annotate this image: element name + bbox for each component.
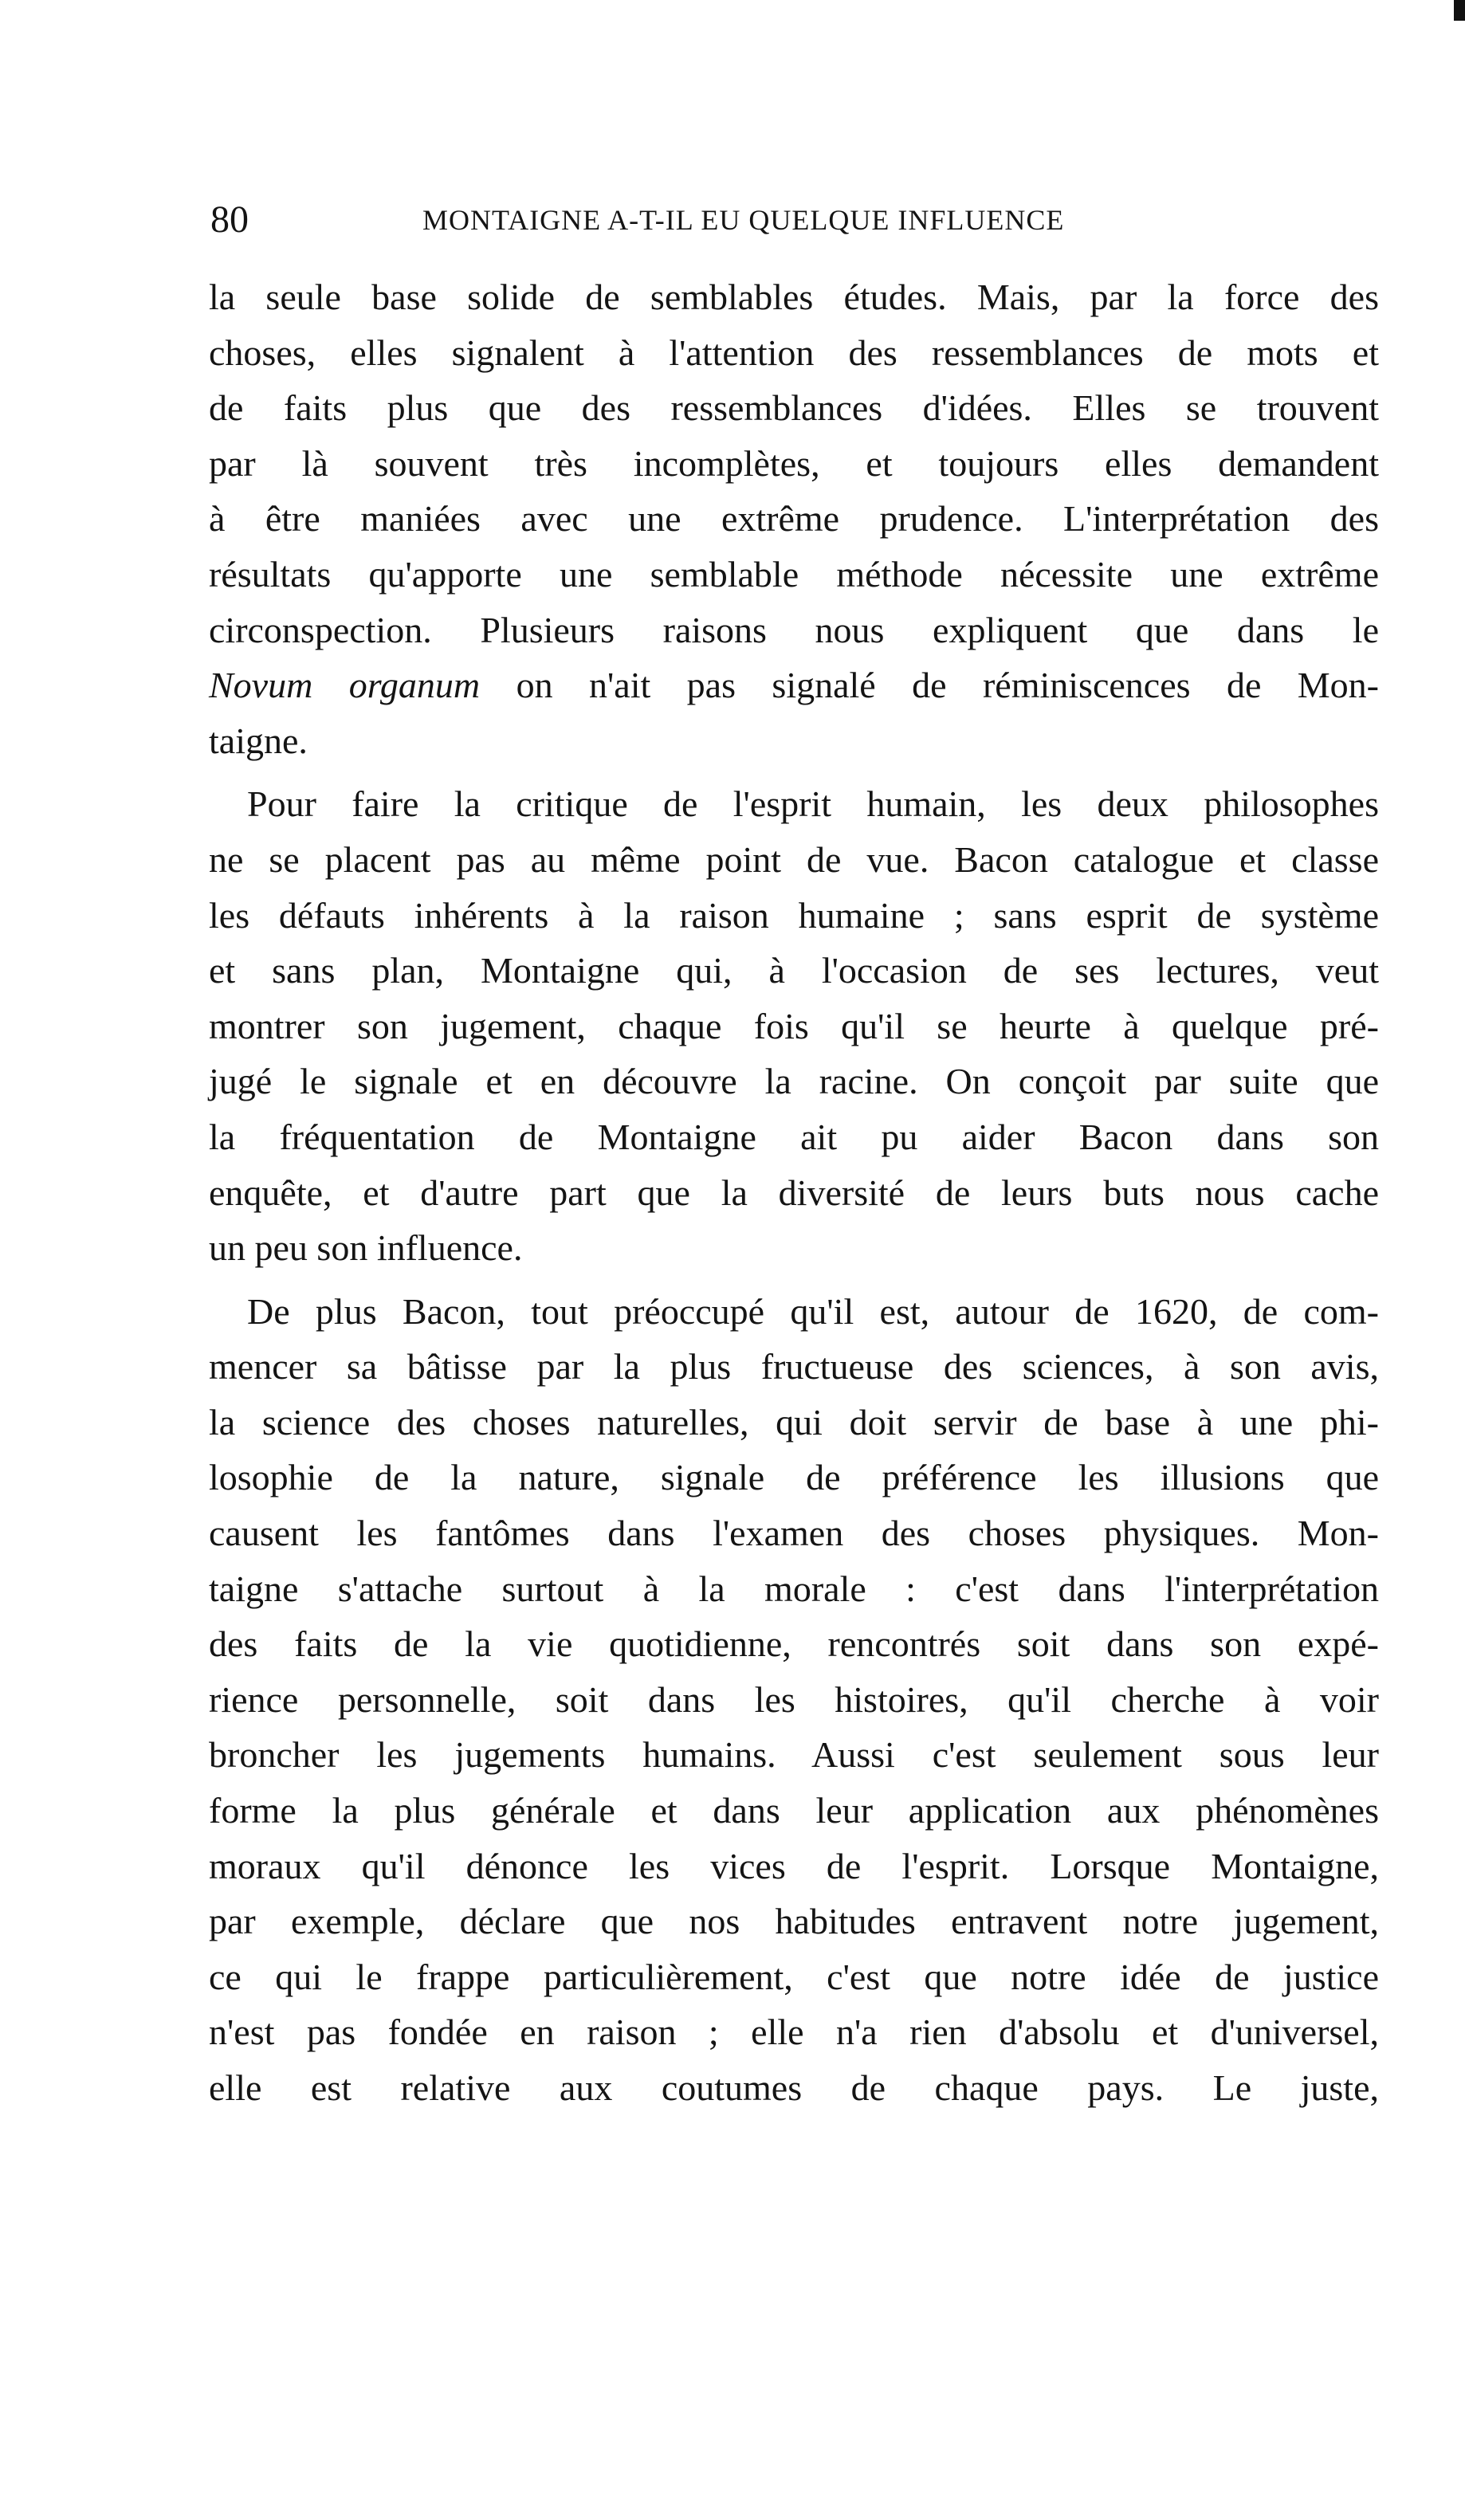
- text-line: à être maniées avec une extrême prudence. L'interprétation des: [209, 498, 1379, 540]
- text-line: résultats qu'apporte une semblable méthode nécessite une extrême: [209, 553, 1379, 595]
- text-line: De plus Bacon, tout préoccupé qu'il est, autour de 1620, de com-: [247, 1290, 1379, 1332]
- text-line: la science des choses naturelles, qui doit servir de base à une phi-: [209, 1401, 1379, 1443]
- scan-edge-mark: [1454, 0, 1465, 21]
- text-line: ne se placent pas au même point de vue. Bacon catalogue et classe: [209, 838, 1379, 880]
- text-line: rience personnelle, soit dans les histoires, qu'il cherche à voir: [209, 1678, 1379, 1720]
- running-header: [209, 194, 1379, 245]
- book-page: [209, 194, 1379, 2124]
- text-line: choses, elles signalent à l'attention des ressemblances de mots et: [209, 332, 1379, 373]
- paragraph-2: [209, 776, 1379, 1275]
- text-line: la fréquentation de Montaigne ait pu aider Bacon dans son: [209, 1116, 1379, 1157]
- page-number: 80: [210, 198, 249, 241]
- text-line: un peu son influence.: [209, 1227, 523, 1269]
- text-line: circonspection. Plusieurs raisons nous expliquent que dans le: [209, 609, 1379, 650]
- paragraph-3: [209, 1284, 1379, 2116]
- text-line: taigne s'attache surtout à la morale : c'est dans l'interprétation: [209, 1568, 1379, 1609]
- text-line: moraux qu'il dénonce les vices de l'esprit. Lorsque Montaigne,: [209, 1845, 1379, 1886]
- text-line: elle est relative aux coutumes de chaque pays. Le juste,: [209, 2067, 1379, 2108]
- text-line: de faits plus que des ressemblances d'idées. Elles se trouvent: [209, 387, 1379, 429]
- text-line: enquête, et d'autre part que la diversité de leurs buts nous cache: [209, 1172, 1379, 1213]
- running-title: MONTAIGNE A-T-IL EU QUELQUE INFLUENCE: [422, 204, 1065, 236]
- text-line: jugé le signale et en découvre la racine. On conçoit par suite que: [209, 1061, 1379, 1102]
- text-line: losophie de la nature, signale de préférence les illusions que: [209, 1457, 1379, 1498]
- text-line: des faits de la vie quotidienne, rencontrés soit dans son expé-: [209, 1623, 1379, 1665]
- text-line: mencer sa bâtisse par la plus fructueuse des sciences, à son avis,: [209, 1346, 1379, 1388]
- text-line: par là souvent très incomplètes, et toujours elles demandent: [209, 442, 1379, 484]
- text-line: n'est pas fondée en raison ; elle n'a rien d'absolu et d'universel,: [209, 2012, 1379, 2053]
- text-line: taigne.: [209, 720, 308, 761]
- text-line: Novum organum on n'ait pas signalé de réminiscences de Mon-: [209, 665, 1379, 706]
- text-line: par exemple, déclare que nos habitudes entravent notre jugement,: [209, 1901, 1379, 1942]
- text-line: forme la plus générale et dans leur application aux phénomènes: [209, 1790, 1379, 1831]
- text-line: broncher les jugements humains. Aussi c'est seulement sous leur: [209, 1734, 1379, 1776]
- text-line: montrer son jugement, chaque fois qu'il se heurte à quelque pré-: [209, 1005, 1379, 1046]
- text-line: Pour faire la critique de l'esprit humain, les deux philosophes: [247, 783, 1379, 825]
- text-line: causent les fantômes dans l'examen des choses physiques. Mon-: [209, 1513, 1379, 1554]
- text-line: les défauts inhérents à la raison humaine ; sans esprit de système: [209, 894, 1379, 936]
- text-line: ce qui le frappe particulièrement, c'est que notre idée de justice: [209, 1956, 1379, 1997]
- text-line: et sans plan, Montaigne qui, à l'occasion de ses lectures, veut: [209, 950, 1379, 991]
- text-line: la seule base solide de semblables études. Mais, par la force des: [209, 277, 1379, 317]
- body-text: [209, 269, 1379, 2116]
- paragraph-1: [209, 269, 1379, 768]
